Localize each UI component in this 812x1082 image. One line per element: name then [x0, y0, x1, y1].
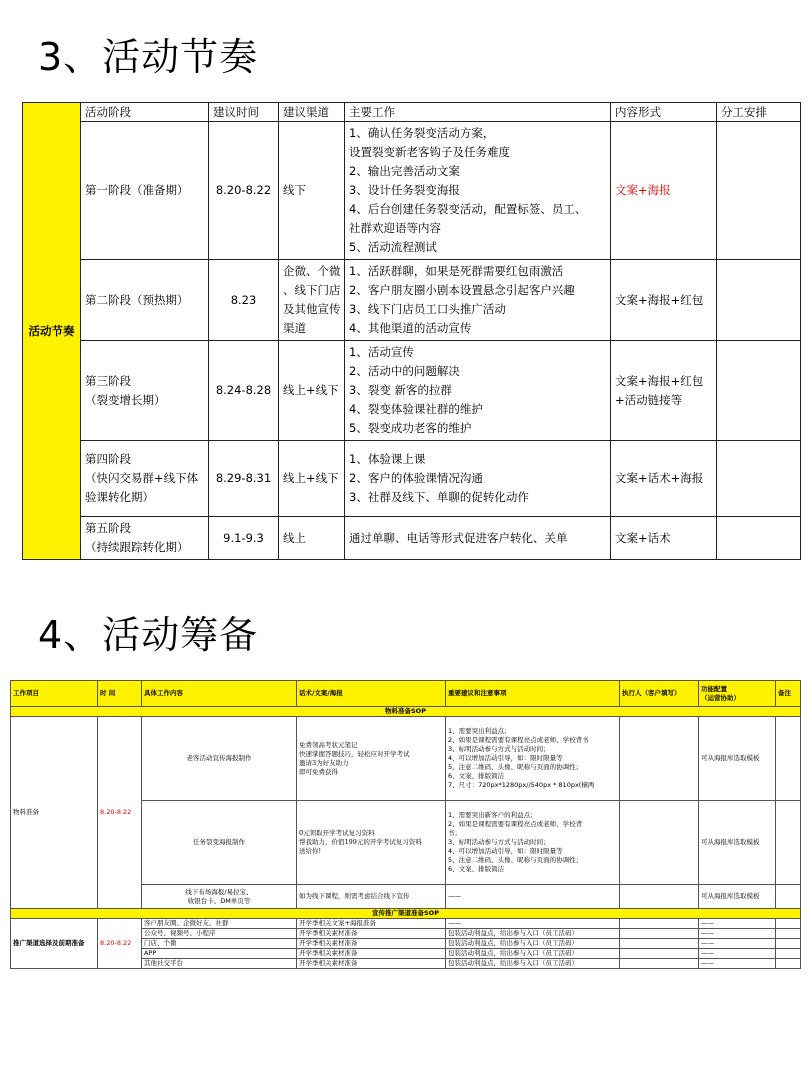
script-cell: 免费领高考状元笔记 快速掌握答题技巧，轻松应对开学考试 邀请3为好友助力 即可免费获得	[297, 717, 446, 801]
task-cell: 任务裂变海报制作	[142, 801, 297, 885]
section-row-promo: 宣传推广渠道准备SOP	[11, 909, 801, 919]
header-executor: 执行人（客户填写）	[620, 681, 699, 707]
channel-cell: 线下	[279, 122, 345, 260]
time-cell: 9.1-9.3	[209, 517, 279, 560]
task-cell: 门店、个微	[142, 939, 297, 949]
notes-cell: ——	[446, 885, 620, 909]
time-cell: 8.20-8.22	[209, 122, 279, 260]
stage-cell: 第四阶段 （快闪交易群+线下体 验课转化期）	[81, 441, 209, 517]
config-cell: ——	[699, 949, 776, 959]
notes-cell: 包装活动利益点，给出参与入口（员工活码）	[446, 949, 620, 959]
header-work: 主要工作	[345, 103, 611, 122]
header-config: 功能配置 （运营协助）	[699, 681, 776, 707]
assign-cell	[717, 260, 801, 341]
notes-cell: 1、需要突出利益点； 2、如果是课程需要有课程亮点或老师、学校背书 3、标明活动参与方式与活动时间； 4、可以增加活动引导，如：限时限量等 5、注意二维码、头像、昵称与页面的协调性； 6、文案、排版简洁 7、尺寸：720px*1280px//540px * 810px(横两	[446, 717, 620, 801]
config-cell: ——	[699, 929, 776, 939]
executor-cell[interactable]	[620, 919, 699, 929]
assign-cell	[717, 122, 801, 260]
table-row	[23, 260, 801, 341]
remark-cell	[776, 949, 801, 959]
side-label: 活动节奏	[23, 103, 81, 560]
task-cell: 其他社交平台	[142, 959, 297, 969]
header-item: 工作项目	[11, 681, 98, 707]
table-row	[11, 717, 801, 801]
remark-cell	[776, 959, 801, 969]
config-cell: ——	[699, 959, 776, 969]
section-3-title: 3、活动节奏	[38, 35, 259, 79]
remark-cell	[776, 919, 801, 929]
material-item-cell: 物料准备	[11, 717, 98, 909]
notes-cell: 包装活动利益点，给出参与入口（员工活码）	[446, 959, 620, 969]
time-cell: 8.29-8.31	[209, 441, 279, 517]
header-time: 建议时间	[209, 103, 279, 122]
header-time: 时 间	[98, 681, 142, 707]
config-cell: ——	[699, 939, 776, 949]
table-row	[23, 122, 801, 260]
notes-cell: ——	[446, 919, 620, 929]
task-cell: 客户朋友圈、企微好友、社群	[142, 919, 297, 929]
remark-cell	[776, 939, 801, 949]
executor-cell[interactable]	[620, 717, 699, 801]
script-cell: 开学季相关素材准备	[297, 959, 446, 969]
header-remark: 备注	[776, 681, 801, 707]
work-cell: 通过单聊、电话等形式促进客户转化、关单	[345, 517, 611, 560]
promo-item-cell: 推广渠道选择及前期准备	[11, 919, 98, 969]
script-cell: 开学季相关素材准备	[297, 949, 446, 959]
task-cell: APP	[142, 949, 297, 959]
executor-cell[interactable]	[620, 939, 699, 949]
executor-cell[interactable]	[620, 885, 699, 909]
script-cell: 开学季相关素材准备	[297, 929, 446, 939]
content-cell: 文案+海报+红包	[611, 260, 717, 341]
content-cell: 文案+海报	[611, 122, 717, 260]
stage-cell: 第一阶段（准备期）	[81, 122, 209, 260]
script-cell: 开学季相关文案+海报准备	[297, 919, 446, 929]
work-cell: 1、体验课上课 2、客户的体验课情况沟通 3、社群及线下、单聊的促转化动作	[345, 441, 611, 517]
config-cell: 可从海报库选取模板	[699, 717, 776, 801]
table-row	[23, 341, 801, 441]
header-stage: 活动阶段	[81, 103, 209, 122]
header-channel: 建议渠道	[279, 103, 345, 122]
channel-cell: 线上	[279, 517, 345, 560]
notes-cell: 包装活动利益点，给出参与入口（员工活码）	[446, 939, 620, 949]
table-row	[11, 919, 801, 929]
task-cell: 公众号、视频号、小程序	[142, 929, 297, 939]
task-cell: 老客活动宣传海报制作	[142, 717, 297, 801]
section-4-title: 4、活动筹备	[38, 613, 259, 657]
table-row	[23, 517, 801, 560]
script-cell: 如为线下课程，则需考虑结合线下宣传	[297, 885, 446, 909]
remark-cell	[776, 885, 801, 909]
config-cell: 可从海报库选取模板	[699, 885, 776, 909]
config-cell: ——	[699, 919, 776, 929]
notes-cell: 包装活动利益点，给出参与入口（员工活码）	[446, 929, 620, 939]
table1-header-row	[23, 103, 801, 122]
time-cell: 8.24-8.28	[209, 341, 279, 441]
section-row-material: 物料准备SOP	[11, 707, 801, 717]
content-cell: 文案+海报+红包 +活动链接等	[611, 341, 717, 441]
script-cell: 0元领取开学考试复习资料 帮我助力，价值199元的开学考试复习资料 送给你!	[297, 801, 446, 885]
executor-cell[interactable]	[620, 801, 699, 885]
work-cell: 1、活跃群聊，如果是死群需要红包雨激活 2、客户朋友圈小剧本设置悬念引起客户兴趣 3、线下门店员工口头推广活动 4、其他渠道的活动宣传	[345, 260, 611, 341]
executor-cell[interactable]	[620, 929, 699, 939]
header-content: 内容形式	[611, 103, 717, 122]
header-script: 话术/文案/海报	[297, 681, 446, 707]
content-cell: 文案+话术+海报	[611, 441, 717, 517]
channel-cell: 企微、个微 、线下门店 及其他宣传 渠道	[279, 260, 345, 341]
header-notes: 重要建议和注意事项	[446, 681, 620, 707]
assign-cell	[717, 441, 801, 517]
stage-cell: 第五阶段 （持续跟踪转化期）	[81, 517, 209, 560]
assign-cell	[717, 517, 801, 560]
activity-rhythm-table	[22, 102, 801, 560]
header-task: 具体工作内容	[142, 681, 297, 707]
channel-cell: 线上+线下	[279, 441, 345, 517]
executor-cell[interactable]	[620, 949, 699, 959]
table-row	[23, 441, 801, 517]
table2-header-row	[11, 681, 801, 707]
work-cell: 1、活动宣传 2、活动中的问题解决 3、裂变 新客的拉群 4、裂变体验课社群的维护 5、裂变成功老客的维护	[345, 341, 611, 441]
remark-cell	[776, 801, 801, 885]
assign-cell	[717, 341, 801, 441]
channel-cell: 线上+线下	[279, 341, 345, 441]
task-cell: 线下布场海报/易拉宝、 收银台卡、DM单页等	[142, 885, 297, 909]
promo-time-cell: 8.20-8.22	[98, 919, 142, 969]
activity-prep-table	[10, 680, 801, 969]
time-cell: 8.23	[209, 260, 279, 341]
content-cell: 文案+话术	[611, 517, 717, 560]
remark-cell	[776, 929, 801, 939]
work-cell: 1、确认任务裂变活动方案， 设置裂变新老客钩子及任务难度 2、输出完善活动文案 3、设计任务裂变海报 4、后台创建任务裂变活动，配置标签、员工、 社群欢迎语等内容 5、活动流程测试	[345, 122, 611, 260]
remark-cell	[776, 717, 801, 801]
stage-cell: 第三阶段 （裂变增长期）	[81, 341, 209, 441]
config-cell: 可从海报库选取模板	[699, 801, 776, 885]
header-assign: 分工安排	[717, 103, 801, 122]
material-time-cell: 8.20-8.22	[98, 717, 142, 909]
notes-cell: 1、需要突出新客户的利益点； 2、如果是课程需要有课程亮点或老师、学校背 书； 3、标明活动参与方式与活动时间； 4、可以增加活动引导，如：限时限量等 5、注意二维码、头像、昵称与页面的协调性； 6、文案、排版简洁	[446, 801, 620, 885]
executor-cell[interactable]	[620, 959, 699, 969]
stage-cell: 第二阶段（预热期）	[81, 260, 209, 341]
script-cell: 开学季相关素材准备	[297, 939, 446, 949]
